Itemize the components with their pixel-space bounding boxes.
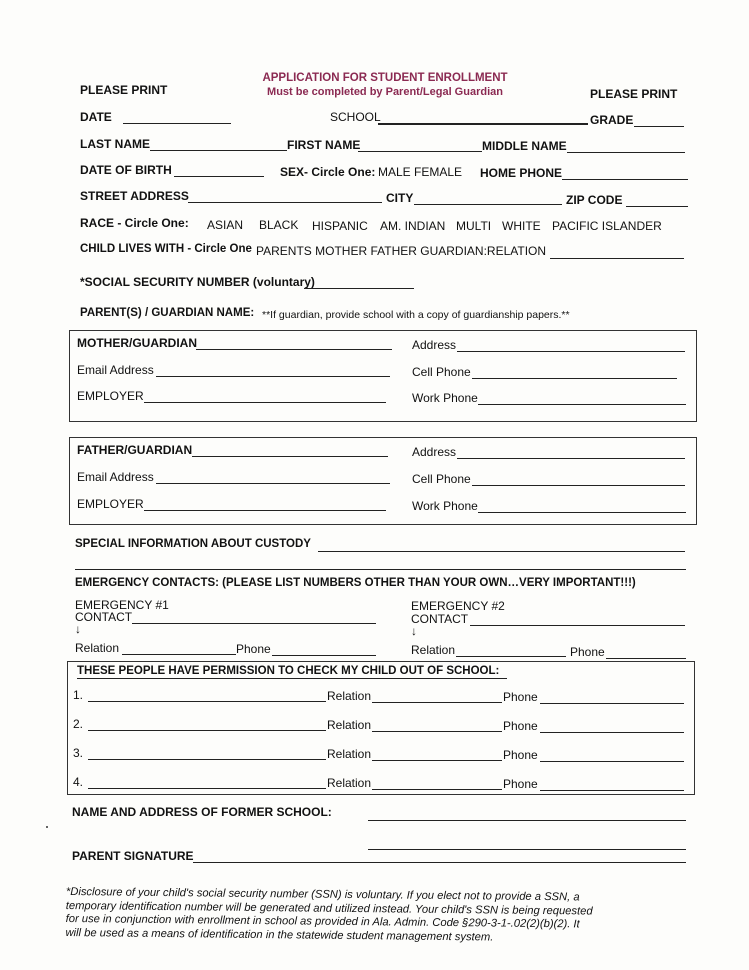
relation-field[interactable] xyxy=(550,258,684,259)
zip-label: ZIP CODE xyxy=(566,193,623,207)
mother-cell-label: Cell Phone xyxy=(412,365,471,379)
permission-4-relation-label: Relation xyxy=(327,776,372,790)
race-option-hispanic[interactable]: HISPANIC xyxy=(312,219,368,233)
permission-heading: THESE PEOPLE HAVE PERMISSION TO CHECK MY CHILD OUT OF SCHOOL: xyxy=(77,665,500,677)
grade-label: GRADE xyxy=(590,113,634,127)
footnote-line-4: will be used as a means of identification in the statewide student management system. xyxy=(65,926,494,943)
mother-employer-field[interactable] xyxy=(144,402,386,403)
mother-address-label: Address xyxy=(412,338,457,352)
school-field[interactable] xyxy=(378,123,588,125)
first-name-label: FIRST NAME xyxy=(287,138,361,152)
permission-3-phone-field[interactable] xyxy=(540,761,684,762)
emergency-1-phone-field[interactable] xyxy=(272,655,376,656)
race-label: RACE - Circle One: xyxy=(80,216,189,230)
footnote-line-3: for use in conjunction with enrollment in school as provided in Ala. Admin. Code §290-3-1-.02(2)(b)(2). It xyxy=(65,912,580,931)
emergency-1-relation-field[interactable] xyxy=(122,654,236,655)
mother-work-label: Work Phone xyxy=(412,391,478,405)
emergency-2-relation-field[interactable] xyxy=(456,656,566,657)
permission-number-4: 4. xyxy=(73,775,84,789)
form-title: APPLICATION FOR STUDENT ENROLLMENT xyxy=(262,72,508,84)
arrow-down-icon: ↓ xyxy=(411,624,417,638)
permission-2-name-field[interactable] xyxy=(88,730,326,731)
permission-1-phone-field[interactable] xyxy=(540,703,684,704)
custody-field-1[interactable] xyxy=(318,551,685,552)
street-label: STREET ADDRESS xyxy=(80,189,189,203)
father-address-field[interactable] xyxy=(457,458,685,459)
middle-name-field[interactable] xyxy=(567,152,685,153)
emergency-2-phone-field[interactable] xyxy=(606,658,686,659)
mother-employer-label: EMPLOYER xyxy=(77,389,144,403)
permission-4-name-field[interactable] xyxy=(88,788,326,789)
scan-speck xyxy=(46,826,48,828)
footnote-line-2: temporary identification number will be generated and utilized instead. Your child's SSN is being requested xyxy=(65,899,593,918)
custody-field-2[interactable] xyxy=(75,569,686,570)
mother-work-field[interactable] xyxy=(478,404,686,405)
permission-box xyxy=(67,661,695,795)
middle-name-label: MIDDLE NAME xyxy=(482,139,567,153)
father-employer-field[interactable] xyxy=(144,510,386,511)
arrow-down-icon: ↓ xyxy=(75,622,81,636)
home-phone-label: HOME PHONE xyxy=(480,166,563,180)
permission-4-phone-field[interactable] xyxy=(540,790,684,791)
permission-1-relation-field[interactable] xyxy=(372,702,502,703)
lives-with-label: CHILD LIVES WITH - Circle One xyxy=(80,243,252,255)
date-field[interactable] xyxy=(123,123,231,124)
race-option-am-indian[interactable]: AM. INDIAN xyxy=(380,219,446,233)
emergency-2-contact-label: CONTACT xyxy=(411,612,469,626)
last-name-label: LAST NAME xyxy=(80,137,150,151)
signature-label: PARENT SIGNATURE xyxy=(72,849,194,863)
ssn-disclosure-footnote xyxy=(65,886,666,946)
grade-field[interactable] xyxy=(634,126,684,127)
dob-label: DATE OF BIRTH xyxy=(80,163,172,177)
father-employer-label: EMPLOYER xyxy=(77,497,144,511)
emergency-heading: EMERGENCY CONTACTS: (PLEASE LIST NUMBERS OTHER THAN YOUR OWN…VERY IMPORTANT!!!) xyxy=(75,577,636,589)
emergency-1-phone-label: Phone xyxy=(236,642,271,656)
emergency-2-label: EMERGENCY #2 xyxy=(411,599,505,613)
mother-cell-field[interactable] xyxy=(472,378,677,379)
father-email-field[interactable] xyxy=(156,483,390,484)
permission-1-name-field[interactable] xyxy=(88,701,326,702)
custody-label: SPECIAL INFORMATION ABOUT CUSTODY xyxy=(75,538,311,550)
permission-3-phone-label: Phone xyxy=(503,748,538,762)
permission-number-3: 3. xyxy=(73,746,84,760)
permission-number-1: 1. xyxy=(73,688,84,702)
permission-1-phone-label: Phone xyxy=(503,690,538,704)
dob-field[interactable] xyxy=(174,176,264,177)
zip-field[interactable] xyxy=(626,206,688,207)
mother-email-label: Email Address xyxy=(77,363,154,377)
guardian-note: **If guardian, provide school with a copy of guardianship papers.** xyxy=(262,309,570,321)
mother-name-field[interactable] xyxy=(196,349,392,350)
sex-label: SEX- Circle One: xyxy=(280,165,376,179)
father-cell-label: Cell Phone xyxy=(412,472,471,486)
emergency-1-relation-label: Relation xyxy=(75,641,120,655)
last-name-field[interactable] xyxy=(150,150,287,151)
ssn-label: *SOCIAL SECURITY NUMBER (voluntary) xyxy=(80,275,315,289)
former-school-label: NAME AND ADDRESS OF FORMER SCHOOL: xyxy=(72,805,332,819)
sex-options[interactable]: MALE FEMALE xyxy=(378,165,463,179)
home-phone-field[interactable] xyxy=(562,179,688,180)
father-email-label: Email Address xyxy=(77,470,154,484)
race-option-multi[interactable]: MULTI xyxy=(456,219,492,233)
emergency-1-contact-field[interactable] xyxy=(132,623,376,624)
emergency-2-phone-label: Phone xyxy=(570,645,605,659)
signature-field[interactable] xyxy=(193,862,686,863)
guardian-label: PARENT(S) / GUARDIAN NAME: xyxy=(80,307,255,319)
race-option-pacific-islander[interactable]: PACIFIC ISLANDER xyxy=(552,219,662,233)
race-option-asian[interactable]: ASIAN xyxy=(207,218,244,232)
former-school-field-2[interactable] xyxy=(368,849,686,850)
permission-heading-underline xyxy=(77,678,507,679)
race-option-black[interactable]: BLACK xyxy=(259,218,299,232)
mother-address-field[interactable] xyxy=(457,351,685,352)
permission-1-relation-label: Relation xyxy=(327,689,372,703)
permission-2-phone-field[interactable] xyxy=(540,732,684,733)
father-name-field[interactable] xyxy=(192,456,388,457)
city-label: CITY xyxy=(386,191,414,205)
permission-2-relation-field[interactable] xyxy=(372,731,502,732)
please-print-right: PLEASE PRINT xyxy=(590,87,678,101)
city-field[interactable] xyxy=(414,204,562,205)
school-label: SCHOOL xyxy=(330,110,381,124)
father-label: FATHER/GUARDIAN xyxy=(77,443,193,457)
emergency-1-contact-label: CONTACT xyxy=(75,610,133,624)
permission-2-phone-label: Phone xyxy=(503,719,538,733)
permission-2-relation-label: Relation xyxy=(327,718,372,732)
mother-email-field[interactable] xyxy=(156,376,390,377)
permission-number-2: 2. xyxy=(73,717,84,731)
permission-4-relation-field[interactable] xyxy=(372,789,502,790)
footnote-line-1: *Disclosure of your child's social security number (SSN) is voluntary. If you elect not to provide a SSN, a xyxy=(65,886,580,904)
permission-3-name-field[interactable] xyxy=(88,759,326,760)
father-work-label: Work Phone xyxy=(412,499,478,513)
father-address-label: Address xyxy=(412,445,457,459)
lives-with-options[interactable]: PARENTS MOTHER FATHER GUARDIAN:RELATION xyxy=(256,244,547,258)
emergency-1-label: EMERGENCY #1 xyxy=(75,598,169,612)
father-cell-field[interactable] xyxy=(472,485,685,486)
emergency-2-contact-field[interactable] xyxy=(470,625,685,626)
form-subtitle: Must be completed by Parent/Legal Guardian xyxy=(267,86,503,98)
father-work-field[interactable] xyxy=(478,512,686,513)
emergency-2-relation-label: Relation xyxy=(411,643,456,657)
permission-3-relation-field[interactable] xyxy=(372,760,502,761)
please-print-left: PLEASE PRINT xyxy=(80,83,168,97)
permission-4-phone-label: Phone xyxy=(503,777,538,791)
mother-label: MOTHER/GUARDIAN xyxy=(77,336,197,350)
ssn-field[interactable] xyxy=(304,288,414,289)
first-name-field[interactable] xyxy=(358,151,482,152)
former-school-field-1[interactable] xyxy=(368,820,686,821)
race-option-white[interactable]: WHITE xyxy=(502,219,541,233)
date-label: DATE xyxy=(80,110,112,124)
permission-3-relation-label: Relation xyxy=(327,747,372,761)
street-field[interactable] xyxy=(188,202,382,203)
